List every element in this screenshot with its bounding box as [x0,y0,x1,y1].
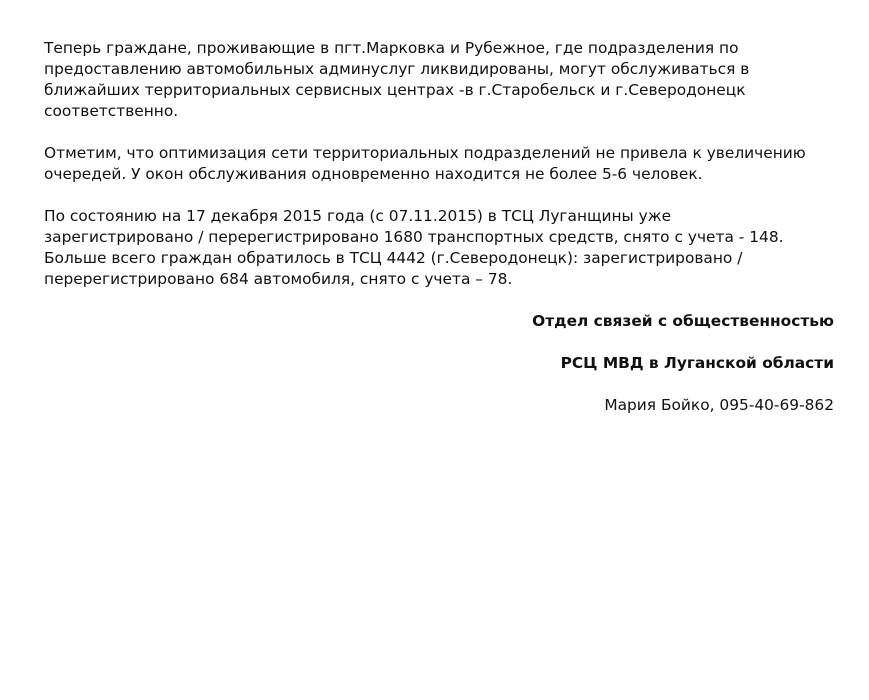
text-line: очередей. У окон обслуживания одновременно находится не более 5-6 человек. [44,165,703,183]
text-line: предоставлению автомобильных админуслуг ликвидированы, могут обслуживаться в [44,60,750,78]
document-body [44,38,834,437]
text-line: соответственно. [44,102,179,120]
text-line: Отметим, что оптимизация сети территориальных подразделений не привела к увеличению [44,144,806,162]
text-line: Больше всего граждан обратилось в ТСЦ 4442 (г.Северодонецк): зарегистрировано / [44,249,743,267]
paragraph-statistics [44,206,834,290]
text-line: зарегистрировано / перерегистрировано 1680 транспортных средств, снято с учета - 148. [44,228,784,246]
paragraph-queues [44,143,834,185]
text-line: ближайших территориальных сервисных центрах -в г.Старобельск и г.Северодонецк [44,81,746,99]
text-line: По состоянию на 17 декабря 2015 года (с 07.11.2015) в ТСЦ Луганщины уже [44,207,672,225]
signature-department: Отдел связей с общественностью [532,312,834,330]
paragraph-branch-closure [44,38,834,122]
text-line: Теперь граждане, проживающие в пгт.Марковка и Рубежное, где подразделения по [44,39,739,57]
signature-organization: РСЦ МВД в Луганской области [560,354,834,372]
signature-contact: Мария Бойко, 095-40-69-862 [604,396,834,414]
text-line: перерегистрировано 684 автомобиля, снято с учета – 78. [44,270,513,288]
